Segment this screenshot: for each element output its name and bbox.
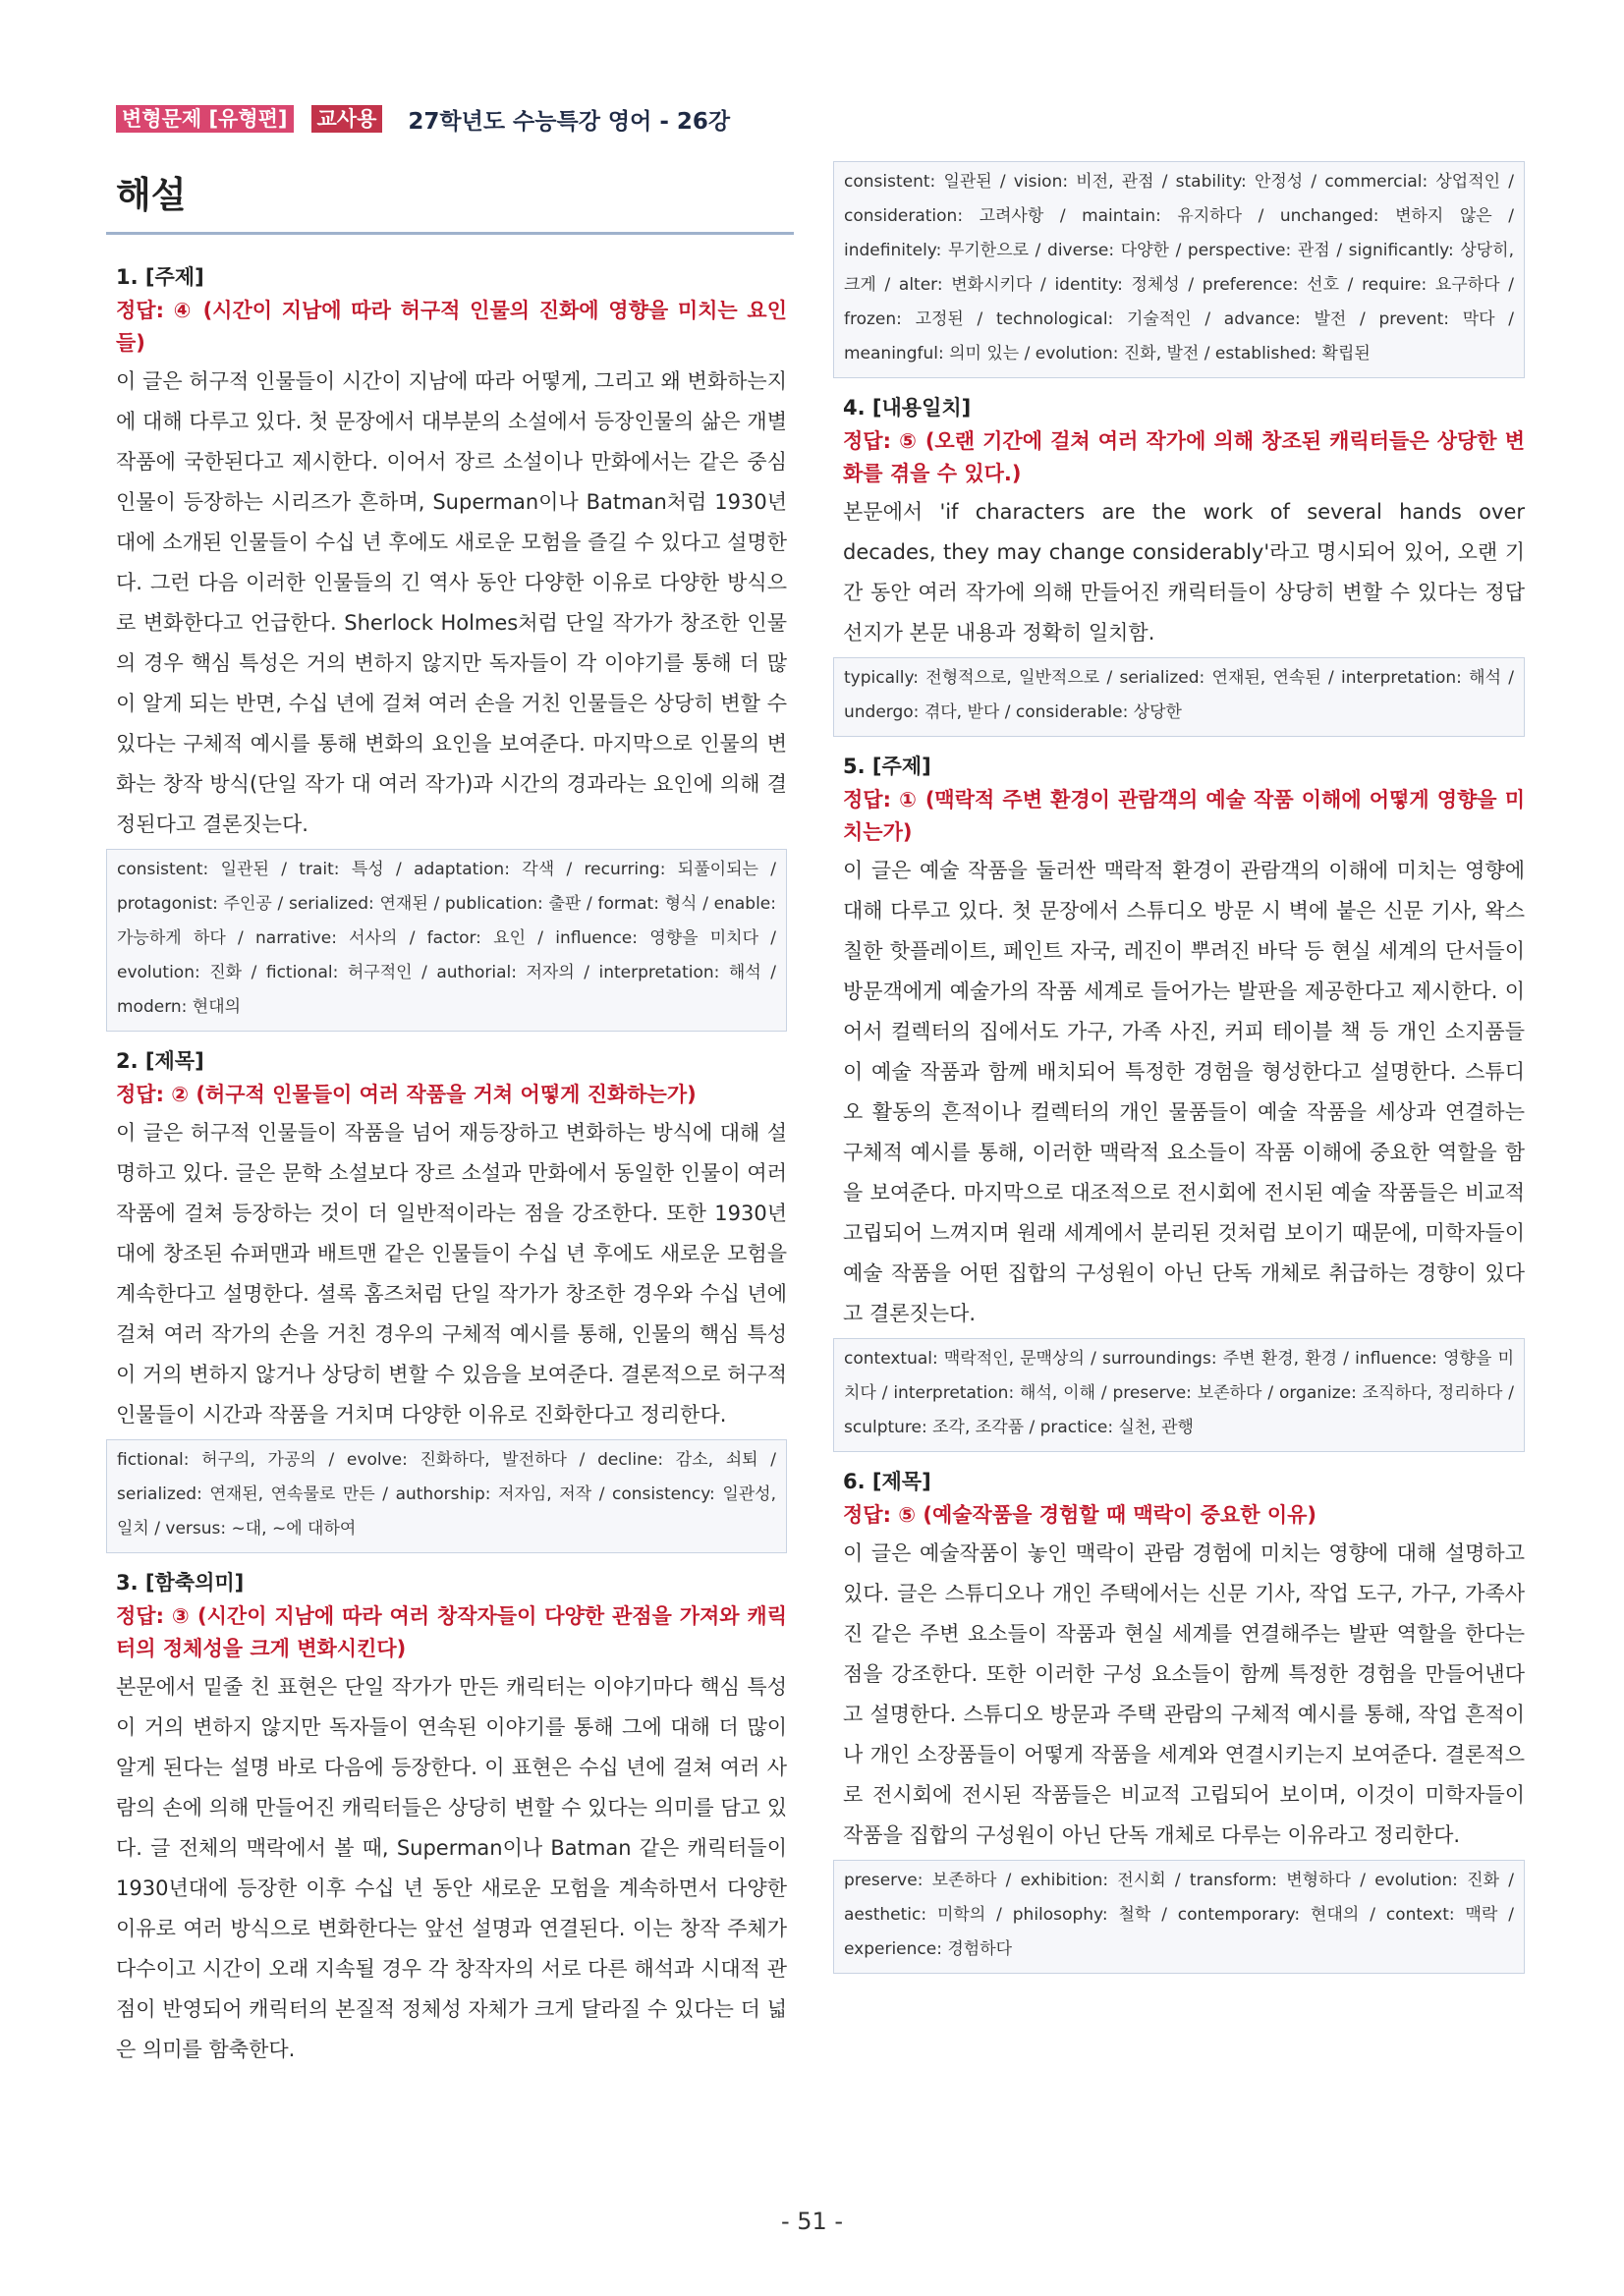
header-title: 27학년도 수능특강 영어 - 26강 bbox=[408, 108, 731, 135]
left-column bbox=[116, 252, 787, 2070]
answer-line: 정답: ② (허구적 인물들이 여러 작품을 거쳐 어떻게 진화하는가) bbox=[116, 1083, 697, 1106]
answer-line: 정답: ⑤ (예술작품을 경험할 때 맥락이 중요한 이유) bbox=[843, 1503, 1316, 1527]
vocab-box: consistent: 일관된 / trait: 특성 / adaptation: 각색 / recurring: 되풀이되는 / protagonist: 주인공 / serialized: 연재된 / publication: 출판 / format: 형식 / enable: 가능하게 하다 / narrative: 서사의 / factor: 요인 / influence: 영향을 미치다 / evolution: 진화 / fictional: 허구적인 / authorial: 저자의 / interpretation: 해석 / modern: 현대의 bbox=[106, 849, 787, 1032]
section-heading: 2. [제목] bbox=[116, 1049, 204, 1073]
section-heading: 1. [주제] bbox=[116, 265, 204, 289]
section-heading: 4. [내용일치] bbox=[843, 396, 972, 420]
section-2 bbox=[116, 1045, 787, 1553]
right-column bbox=[843, 161, 1525, 1988]
vocab-box: fictional: 허구의, 가공의 / evolve: 진화하다, 발전하다 / decline: 감소, 쇠퇴 / serialized: 연재된, 연속물로 만든 / authorship: 저자임, 저작 / consistency: 일관성, 일치 / versus: ~대, ~에 대하여 bbox=[106, 1439, 787, 1553]
teacher-tag: 교사용 bbox=[311, 105, 383, 133]
answer-line: 정답: ⑤ (오랜 기간에 걸쳐 여러 작가에 의해 창조된 캐릭터들은 상당한 변화를 겪을 수 있다.) bbox=[843, 429, 1525, 485]
title-divider bbox=[106, 232, 794, 235]
explanation-text: 이 글은 예술작품이 놓인 맥락이 관람 경험에 미치는 영향에 대해 설명하고 있다. 글은 스튜디오나 개인 주택에서는 신문 기사, 작업 도구, 가구, 가족사진 같은 주변 요소들이 작품과 현실 세계를 연결해주는 발판 역할을 한다는 점을 강조한다. 또한 이러한 구성 요소들이 함께 특정한 경험을 만들어낸다고 설명한다. 스튜디오 방문과 주택 관람의 구체적 예시를 통해, 작업 흔적이나 개인 소장품들이 어떻게 작품을 세계와 연결시키는지 보여준다. 결론적으로 전시회에 전시된 작품들은 비교적 고립되어 보이며, 이것이 미학자들이 작품을 집합의 구성원이 아닌 단독 개체로 다루는 이유라고 정리한다. bbox=[843, 1541, 1525, 1847]
section-heading: 6. [제목] bbox=[843, 1470, 931, 1493]
explanation-text: 이 글은 허구적 인물들이 시간이 지남에 따라 어떻게, 그리고 왜 변화하는지에 대해 다루고 있다. 첫 문장에서 대부분의 소설에서 등장인물의 삶은 개별 작품에 국한된다고 제시한다. 이어서 장르 소설이나 만화에서는 같은 중심 인물이 등장하는 시리즈가 흔하며, Superman이나 Batman처럼 1930년대에 소개된 인물들이 수십 년 후에도 새로운 모험을 즐길 수 있다고 설명한다. 그런 다음 이러한 인물들의 긴 역사 동안 다양한 이유로 다양한 방식으로 변화한다고 언급한다. Sherlock Holmes처럼 단일 작가가 창조한 인물의 경우 핵심 특성은 거의 변하지 않지만 독자들이 각 이야기를 통해 더 많이 알게 되는 반면, 수십 년에 걸쳐 여러 손을 거친 인물들은 상당히 변할 수 있다는 구체적 예시를 통해 변화의 요인을 보여준다. 마지막으로 인물의 변화는 창작 방식(단일 작가 대 여러 작가)과 시간의 경과라는 요인에 의해 결정된다고 결론짓는다. bbox=[116, 369, 787, 836]
vocab-box: typically: 전형적으로, 일반적으로 / serialized: 연재된, 연속된 / interpretation: 해석 / undergo: 겪다, 받다 / considerable: 상당한 bbox=[833, 657, 1525, 737]
page-number: - 51 - bbox=[780, 2208, 844, 2235]
explanation-text: 본문에서 'if characters are the work of several hands over decades, they may change considerably'라고 명시되어 있어, 오랜 기간 동안 여러 작가에 의해 만들어진 캐릭터들이 상당히 변할 수 있다는 정답 선지가 본문 내용과 정확히 일치함. bbox=[843, 500, 1525, 644]
header bbox=[116, 104, 730, 134]
section-5 bbox=[843, 751, 1525, 1452]
answer-line: 정답: ③ (시간이 지남에 따라 여러 창작자들이 다양한 관점을 가져와 캐릭터의 정체성을 크게 변화시킨다) bbox=[116, 1604, 787, 1660]
section-4 bbox=[843, 392, 1525, 737]
section-6 bbox=[843, 1466, 1525, 1974]
vocab-box: contextual: 맥락적인, 문맥상의 / surroundings: 주변 환경, 환경 / influence: 영향을 미치다 / interpretation: 해석, 이해 / preserve: 보존하다 / organize: 조직하다, 정리하다 / sculpture: 조각, 조각품 / practice: 실천, 관행 bbox=[833, 1338, 1525, 1452]
section-1 bbox=[116, 261, 787, 1032]
vocab-box: consistent: 일관된 / vision: 비전, 관점 / stability: 안정성 / commercial: 상업적인 / consideration: 고려사항 / maintain: 유지하다 / unchanged: 변하지 않은 / indefinitely: 무기한으로 / diverse: 다양한 / perspective: 관점 / significantly: 상당히, 크게 / alter: 변화시키다 / identity: 정체성 / preference: 선호 / require: 요구하다 / frozen: 고정된 / technological: 기술적인 / advance: 발전 / prevent: 막다 / meaningful: 의미 있는 / evolution: 진화, 발전 / established: 확립된 bbox=[833, 161, 1525, 378]
type-tag: 변형문제 [유형편] bbox=[116, 105, 294, 133]
explanation-text: 이 글은 허구적 인물들이 작품을 넘어 재등장하고 변화하는 방식에 대해 설명하고 있다. 글은 문학 소설보다 장르 소설과 만화에서 동일한 인물이 여러 작품에 걸쳐 등장하는 것이 더 일반적이라는 점을 강조한다. 또한 1930년대에 창조된 슈퍼맨과 배트맨 같은 인물들이 수십 년 후에도 새로운 모험을 계속한다고 설명한다. 셜록 홈즈처럼 단일 작가가 창조한 경우와 수십 년에 걸쳐 여러 작가의 손을 거친 경우의 구체적 예시를 통해, 인물의 핵심 특성이 거의 변하지 않거나 상당히 변할 수 있음을 보여준다. 결론적으로 허구적 인물들이 시간과 작품을 거치며 다양한 이유로 진화한다고 정리한다. bbox=[116, 1121, 787, 1427]
explanation-text: 이 글은 예술 작품을 둘러싼 맥락적 환경이 관람객의 이해에 미치는 영향에 대해 다루고 있다. 첫 문장에서 스튜디오 방문 시 벽에 붙은 신문 기사, 왁스 칠한 핫플레이트, 페인트 자국, 레진이 뿌려진 바닥 등 현실 세계의 단서들이 방문객에게 예술가의 작품 세계로 들어가는 발판을 제공한다고 제시한다. 이어서 컬렉터의 집에서도 가구, 가족 사진, 커피 테이블 책 등 개인 소지품들이 예술 작품과 함께 배치되어 특정한 경험을 형성한다고 설명한다. 스튜디오 활동의 흔적이나 컬렉터의 개인 물품들이 예술 작품을 세상과 연결하는 구체적 예시를 통해, 이러한 맥락적 요소들이 작품 이해에 중요한 역할을 함을 보여준다. 마지막으로 대조적으로 전시회에 전시된 예술 작품들은 비교적 고립되어 느껴지며 원래 세계에서 분리된 것처럼 보이기 때문에, 미학자들이 예술 작품을 어떤 집합의 구성원이 아닌 단독 개체로 취급하는 경향이 있다고 결론짓는다. bbox=[843, 859, 1525, 1325]
answer-line: 정답: ④ (시간이 지남에 따라 허구적 인물의 진화에 영향을 미치는 요인들) bbox=[116, 299, 787, 355]
vocab-box: preserve: 보존하다 / exhibition: 전시회 / transform: 변형하다 / evolution: 진화 / aesthetic: 미학의 / philosophy: 철학 / contemporary: 현대의 / context: 맥락 / experience: 경험하다 bbox=[833, 1860, 1525, 1974]
explanation-text: 본문에서 밑줄 친 표현은 단일 작가가 만든 캐릭터는 이야기마다 핵심 특성이 거의 변하지 않지만 독자들이 연속된 이야기를 통해 그에 대해 더 많이 알게 된다는 설명 바로 다음에 등장한다. 이 표현은 수십 년에 걸쳐 여러 사람의 손에 의해 만들어진 캐릭터들은 상당히 변할 수 있다는 의미를 담고 있다. 글 전체의 맥락에서 볼 때, Superman이나 Batman 같은 캐릭터들이 1930년대에 등장한 이후 수십 년 동안 새로운 모험을 계속하면서 다양한 이유로 여러 방식으로 변화한다는 앞선 설명과 연결된다. 이는 창작 주체가 다수이고 시간이 오래 지속될 경우 각 창작자의 서로 다른 해석과 시대적 관점이 반영되어 캐릭터의 본질적 정체성 자체가 크게 달라질 수 있다는 더 넓은 의미를 함축한다. bbox=[116, 1675, 787, 2061]
section-3 bbox=[116, 1567, 787, 2070]
section-heading: 3. [함축의미] bbox=[116, 1571, 245, 1595]
answer-line: 정답: ① (맥락적 주변 환경이 관람객의 예술 작품 이해에 어떻게 영향을 미치는가) bbox=[843, 788, 1525, 844]
page-title: 해설 bbox=[116, 174, 187, 216]
section-heading: 5. [주제] bbox=[843, 755, 931, 778]
